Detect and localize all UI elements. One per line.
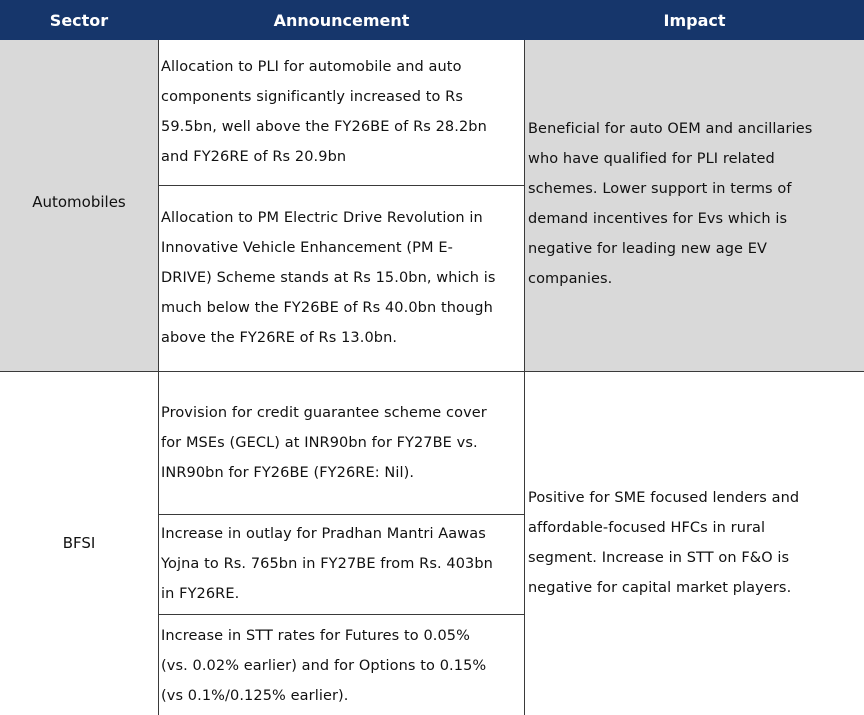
- announcement-auto-pm-edrive: Allocation to PM Electric Drive Revolution in Innovative Vehicle Enhancement (PM E- DRIVE) Scheme stands at Rs 15.0bn, which is much below the FY26BE of Rs 40.0bn though above the FY26RE of Rs 13.0bn.: [161, 210, 496, 346]
- divider: [0, 371, 864, 372]
- impact-bfsi: Positive for SME focused lenders and affordable-focused HFCs in rural segment. Increase in STT on F&O is negative for capital market players.: [528, 490, 800, 596]
- divider: [158, 614, 525, 615]
- header-impact: Impact: [525, 0, 864, 40]
- sector-bfsi: BFSI: [62, 534, 96, 552]
- divider: [158, 514, 525, 515]
- announcement-bfsi-pmay: Increase in outlay for Pradhan Mantri Aawas Yojna to Rs. 765bn in FY27BE from Rs. 403bn in FY26RE.: [161, 526, 493, 602]
- announcement-auto-pli: Allocation to PLI for automobile and auto components significantly increased to Rs 59.5bn, well above the FY26BE of Rs 28.2bn and FY26RE of Rs 20.9bn: [161, 59, 487, 165]
- header-announcement: Announcement: [158, 0, 525, 40]
- header-sector: Sector: [0, 0, 158, 40]
- sector-automobiles: Automobiles: [32, 193, 126, 211]
- impact-automobiles: Beneficial for auto OEM and ancillaries who have qualified for PLI related schemes. Lower support in terms of demand incentives for Evs which is negative for leading new age EV companies.: [528, 121, 813, 287]
- announcement-bfsi-gecl: Provision for credit guarantee scheme cover for MSEs (GECL) at INR90bn for FY27BE vs. INR90bn for FY26BE (FY26RE: Nil).: [161, 405, 487, 481]
- divider: [158, 185, 525, 186]
- announcement-bfsi-stt: Increase in STT rates for Futures to 0.05% (vs. 0.02% earlier) and for Options to 0.15% (vs 0.1%/0.125% earlier).: [161, 628, 487, 704]
